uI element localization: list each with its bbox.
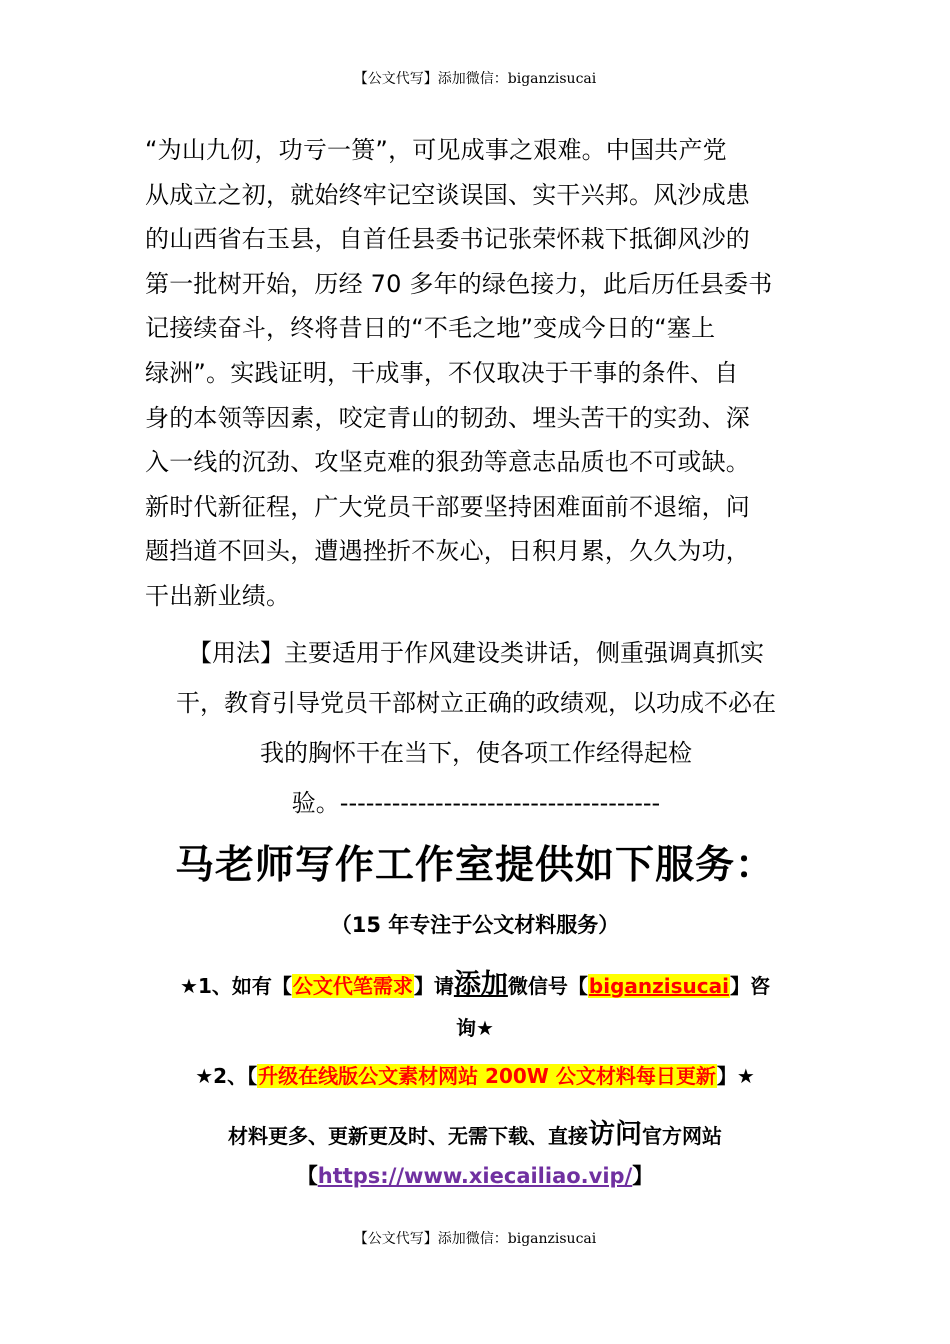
body-line: 干出新业绩。 [145,581,291,610]
promo-line-1 [0,962,950,1001]
website-link[interactable]: https://www.xiecailiao.vip/ [317,1164,633,1188]
promo-text: 材料更多、更新更及时、无需下载、直接 [228,1124,588,1148]
promo-text: 官方网站 [642,1124,722,1148]
promo-text: 】★ [716,1064,755,1088]
promo-line-4 [0,1160,950,1190]
usage-line: 【用法】主要适用于作风建设类讲话，侧重强调真抓实 [188,639,764,667]
promo-line-2 [0,1060,950,1089]
emphasis-add: 添加 [453,969,508,1000]
promo-title: 马老师写作工作室提供如下服务： [174,843,775,888]
promo-line-1-cont: 询★ [456,1016,494,1040]
wechat-id[interactable]: biganzisucai [588,974,729,998]
promo-text: 微信号【 [507,974,588,998]
body-line: 从成立之初，就始终牢记空谈误国、实干兴邦。风沙成患 [145,180,750,209]
body-paragraph [145,128,807,619]
usage-paragraph [145,628,807,828]
body-line: “为山九仞，功亏一篑”，可见成事之艰难。中国共产党 [145,136,727,164]
usage-line: 干，教育引导党员干部树立正确的政绩观，以功成不必在 [176,689,776,717]
emphasis-visit: 访问 [588,1119,642,1150]
promo-text: ★1、如有【 [180,974,292,998]
promo-text: 】咨 [729,974,770,998]
promo-text: ★2、【 [195,1064,258,1088]
promo-text: 【 [296,1164,318,1188]
body-line: 第一批树开始，历经 70 多年的绿色接力，此后历任县委书 [145,269,773,298]
page-footer: 【公文代写】添加微信：biganzisucai [353,1231,597,1247]
body-line: 身的本领等因素，咬定青山的韧劲、埋头苦干的实劲、深 [145,403,750,432]
page-header: 【公文代写】添加微信：biganzisucai [353,71,597,87]
body-line: 记接续奋斗，终将昔日的“不毛之地”变成今日的“塞上 [145,314,716,343]
promo-text: 】请 [413,974,454,998]
body-line: 的山西省右玉县，自首任县委书记张荣怀栽下抵御风沙的 [145,225,750,254]
usage-line: 我的胸怀干在当下，使各项工作经得起检 [260,739,692,767]
usage-line: 验。------------------------------------- [291,789,661,817]
promo-subtitle: （15 年专注于公文材料服务） [330,913,620,937]
promo-line-3 [0,1112,950,1151]
body-line: 绿洲”。实践证明，干成事，不仅取决于干事的条件、自 [145,358,739,387]
highlight-service: 公文代笔需求 [292,974,413,998]
body-line: 题挡道不回头，遭遇挫折不灰心，日积月累，久久为功， [145,537,750,566]
highlight-website: 升级在线版公文素材网站 200W 公文材料每日更新 [258,1064,716,1088]
promo-text: 】 [632,1164,654,1188]
body-line: 入一线的沉劲、攻坚克难的狠劲等意志品质也不可或缺。 [145,448,750,477]
body-line: 新时代新征程，广大党员干部要坚持困难面前不退缩，问 [145,492,750,521]
